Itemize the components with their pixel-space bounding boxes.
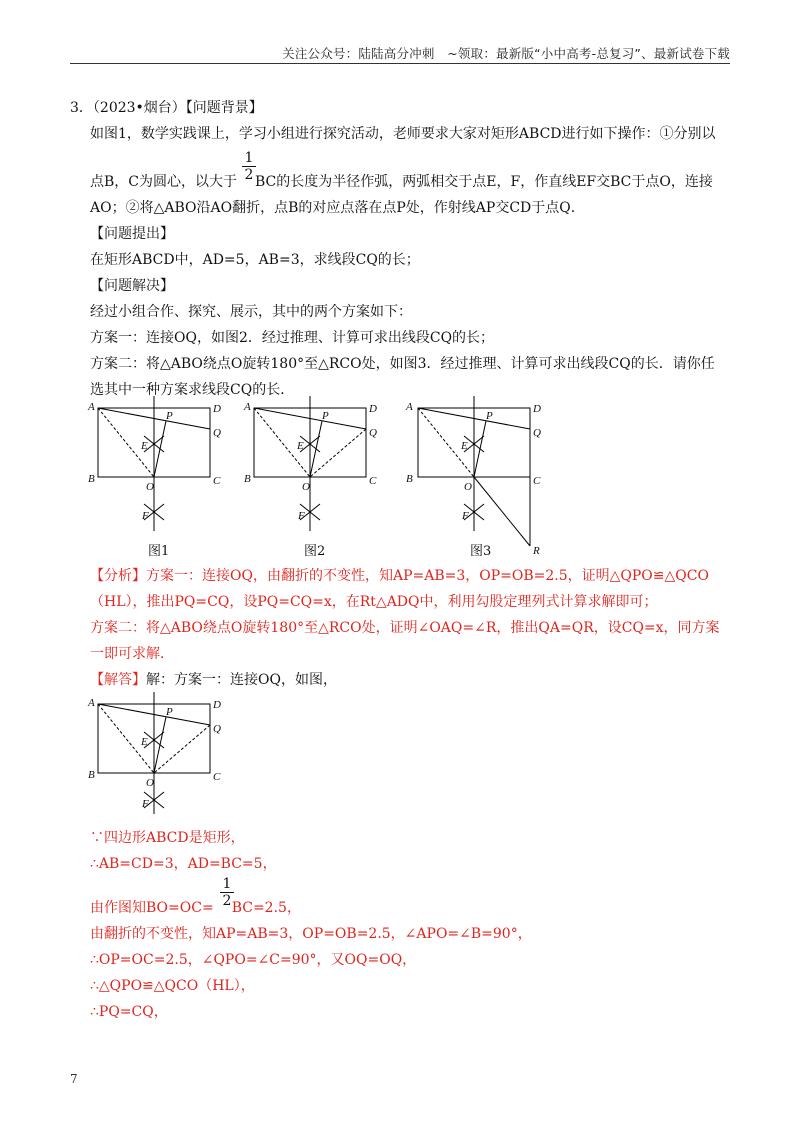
label-E: E bbox=[297, 440, 304, 452]
label-D: D bbox=[213, 403, 221, 415]
label-Q: Q bbox=[213, 723, 221, 735]
label-Q: Q bbox=[533, 427, 541, 439]
solution-figure-diagram bbox=[86, 692, 226, 818]
problem-line: AO；②将△ABO沿AO翻折，点B的对应点落在点P处，作射线AP交CD于点Q． bbox=[90, 200, 585, 216]
analysis-line: 方案二：将△ABO绕点O旋转180°至△RCO处，证明∠OAQ=∠R，推出QA=QR，设CQ=x，同方案 bbox=[90, 620, 720, 636]
label-Q: Q bbox=[369, 427, 377, 439]
label-D: D bbox=[213, 699, 221, 711]
solution-step: 由翻折的不变性，知AP=AB=3，OP=OB=2.5，∠APO=∠B=90°， bbox=[90, 926, 532, 942]
label-F: F bbox=[462, 510, 469, 522]
figure-3-diagram bbox=[400, 396, 550, 560]
label-O: O bbox=[146, 481, 154, 493]
label-B: B bbox=[88, 769, 95, 781]
problem-line: 选其中一种方案求线段CQ的长． bbox=[90, 382, 295, 398]
label-C: C bbox=[533, 475, 541, 487]
label-E: E bbox=[141, 736, 148, 748]
label-B: B bbox=[406, 473, 413, 485]
label-P: P bbox=[322, 410, 329, 422]
analysis-line: 一即可求解． bbox=[90, 646, 174, 662]
solution-heading: 【解答】解：方案一：连接OQ，如图， bbox=[90, 672, 337, 688]
page-number: 7 bbox=[70, 1072, 78, 1086]
figure-3-caption: 图3 bbox=[470, 544, 492, 559]
label-E: E bbox=[141, 440, 148, 452]
section-heading: 【问题提出】 bbox=[90, 226, 174, 242]
figure-2-diagram bbox=[242, 396, 382, 536]
fraction-half: $\frac{1}{2}$ bbox=[220, 876, 234, 909]
label-D: D bbox=[369, 403, 377, 415]
solution-step: 由作图知BO=OC= BC=2.5， bbox=[90, 900, 301, 916]
label-O: O bbox=[464, 481, 472, 493]
label-A: A bbox=[88, 697, 95, 709]
label-B: B bbox=[244, 473, 251, 485]
problem-line: 在矩形ABCD中，AD=5，AB=3，求线段CQ的长； bbox=[90, 252, 420, 268]
label-F: F bbox=[142, 510, 149, 522]
figure-1-caption: 图1 bbox=[148, 544, 170, 559]
problem-line: 经过小组合作、探究、展示，其中的两个方案如下： bbox=[90, 304, 412, 320]
figure-1-diagram bbox=[86, 396, 226, 536]
label-A: A bbox=[406, 401, 413, 413]
header-rule bbox=[70, 63, 730, 64]
label-A: A bbox=[88, 401, 95, 413]
label-C: C bbox=[369, 475, 377, 487]
label-F: F bbox=[298, 510, 305, 522]
problem-line: 如图1，数学实践课上，学习小组进行探究活动，老师要求大家对矩形ABCD进行如下操作：①分别以 bbox=[90, 126, 716, 142]
section-heading: 【问题解决】 bbox=[90, 278, 174, 294]
solution-step: ∵四边形ABCD是矩形， bbox=[90, 830, 245, 846]
solution-step: ∴△QPO≌△QCO（HL）， bbox=[90, 978, 255, 994]
solution-step: ∴AB=CD=3，AD=BC=5， bbox=[90, 856, 277, 872]
label-O: O bbox=[146, 777, 154, 789]
label-P: P bbox=[486, 410, 493, 422]
label-F: F bbox=[142, 798, 149, 810]
label-E: E bbox=[461, 440, 468, 452]
label-C: C bbox=[213, 771, 221, 783]
label-C: C bbox=[213, 475, 221, 487]
label-P: P bbox=[166, 706, 173, 718]
label-R: R bbox=[533, 545, 540, 557]
label-P: P bbox=[166, 410, 173, 422]
fraction-half: $\frac{1}{2}$ bbox=[242, 150, 256, 183]
label-B: B bbox=[88, 473, 95, 485]
page-header: 关注公众号：陆陆高分冲刺 ~领取：最新版“小中高考-总复习”、最新试卷下载 bbox=[282, 46, 730, 61]
solution-step: ∴OP=OC=2.5，∠QPO=∠C=90°，又OQ=OQ， bbox=[90, 952, 417, 968]
problem-line: 方案二：将△ABO绕点O旋转180°至△RCO处，如图3．经过推理、计算可求出线段CQ的长．请你任 bbox=[90, 356, 715, 372]
label-D: D bbox=[533, 403, 541, 415]
problem-title: 3．（2023•烟台）【问题背景】 bbox=[70, 100, 263, 116]
figure-2-caption: 图2 bbox=[304, 544, 326, 559]
problem-line: 点B，C为圆心，以大于 BC的长度为半径作弧，两弧相交于点E，F，作直线EF交BC于点O，连接 bbox=[90, 174, 713, 190]
problem-line: 方案一：连接OQ，如图2．经过推理、计算可求出线段CQ的长； bbox=[90, 330, 495, 346]
analysis-line: 【分析】方案一：连接OQ，由翻折的不变性，知AP=AB=3，OP=OB=2.5，证明△QPO≌△QCO bbox=[90, 568, 709, 584]
solution-step: ∴PQ=CQ， bbox=[90, 1004, 168, 1020]
label-A: A bbox=[244, 401, 251, 413]
analysis-line: （HL），推出PQ=CQ，设PQ=CQ=x，在Rt△ADQ中，利用勾股定理列式计算求解即可； bbox=[90, 594, 658, 610]
label-O: O bbox=[302, 481, 310, 493]
label-Q: Q bbox=[213, 427, 221, 439]
